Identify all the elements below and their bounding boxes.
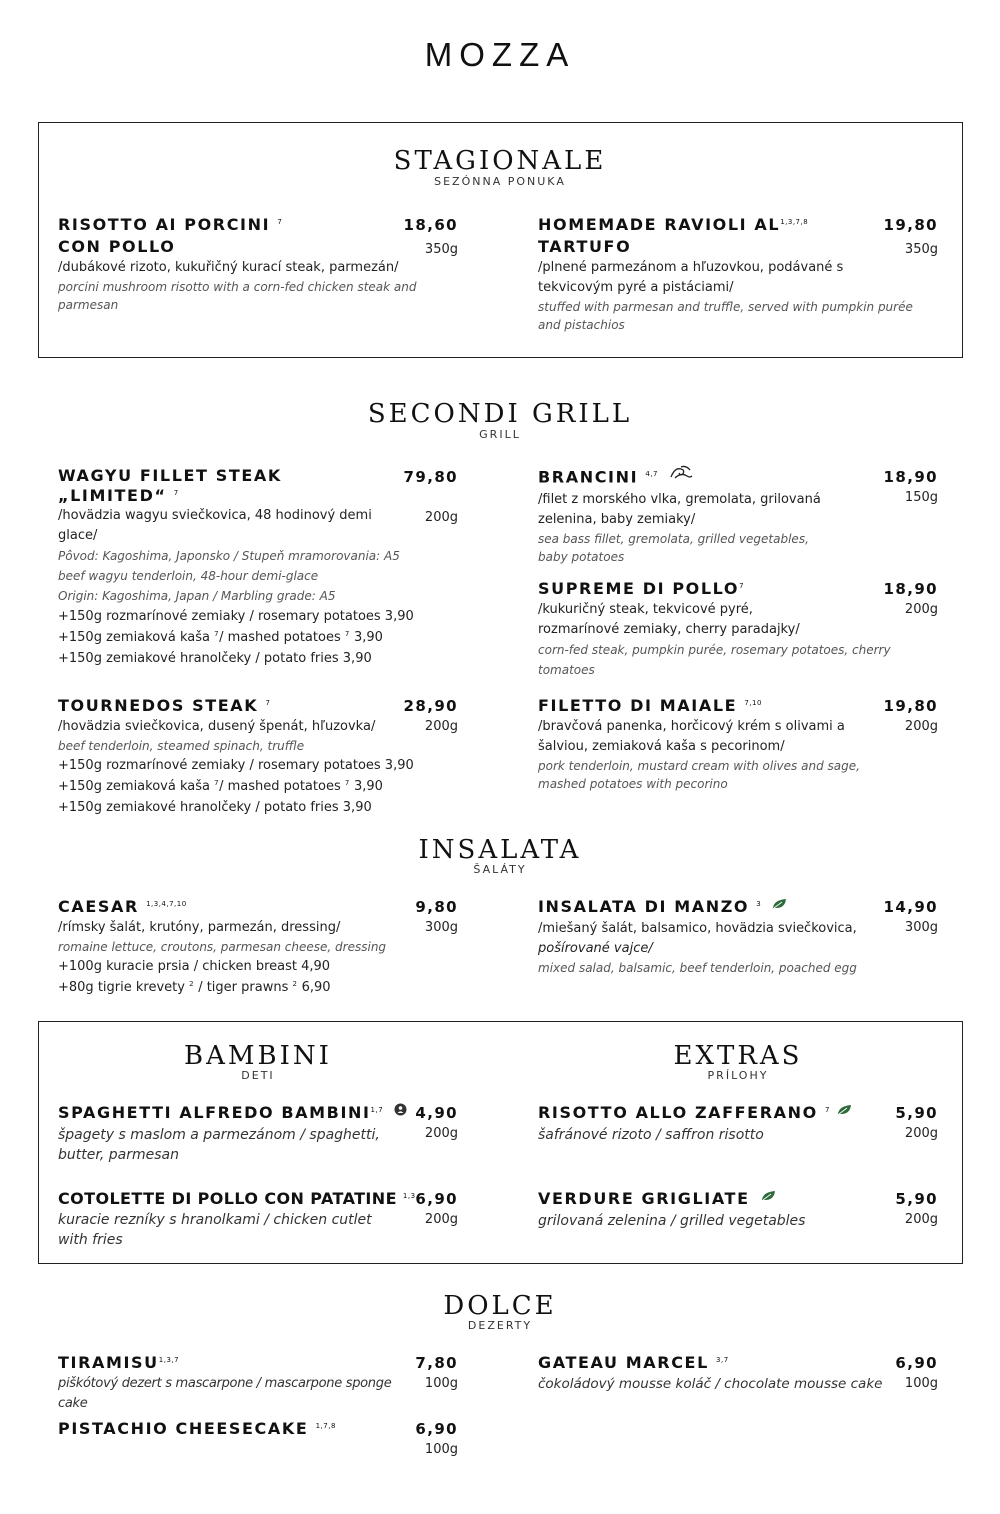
item-price: 18,60: [403, 216, 458, 234]
item-desc-en: stuffed with parmesan and truffle, served with pumpkin purée and pistachios: [538, 300, 913, 332]
item-name: PISTACHIO CHEESECAKE $^{1,7,8}$: [58, 1419, 336, 1438]
item-name: VERDURE GRIGLIATE: [538, 1188, 873, 1211]
item-price: 5,90: [895, 1190, 938, 1208]
item-weight: 200g: [904, 602, 938, 617]
item-name: HOMEMADE RAVIOLI AL$^{1,3,7,8}$ TARTUFO: [538, 215, 809, 256]
item-desc-en: beef tenderloin, steamed spinach, truffle: [58, 739, 305, 753]
item-weight: 300g: [424, 920, 458, 935]
menu-item-brancini: [538, 466, 938, 566]
item-weight: 200g: [904, 1212, 938, 1227]
extras-title: EXTRAS: [673, 1041, 803, 1071]
grill-subtitle: GRILL: [479, 428, 521, 441]
item-price: 14,90: [883, 898, 938, 916]
addon-fries: +150g zemiakové hranolčeky / potato fries 3,90: [58, 800, 372, 815]
item-desc-sk-2: pošírované vajce/: [538, 940, 653, 956]
leaf-icon: [772, 894, 788, 916]
menu-item-supreme-pollo: [538, 578, 938, 680]
stagionale-subtitle: SEZÓNNA PONUKA: [434, 175, 566, 188]
addon-mashed: +150g zemiaková kaša $^7$/ mashed potatoes $^7$ 3,90: [58, 630, 383, 645]
item-name: INSALATA DI MANZO $^3$: [538, 896, 873, 919]
insalata-subtitle: ŠALÁTY: [473, 863, 527, 876]
dolce-subtitle: DEZERTY: [467, 1319, 533, 1332]
stagionale-title: STAGIONALE: [393, 146, 607, 176]
menu-item-spaghetti-alfredo: [58, 1102, 458, 1165]
menu-item-wagyu: [58, 466, 458, 669]
insalata-title: INSALATA: [418, 835, 582, 865]
menu-item-risotto-porcini: [58, 214, 458, 314]
menu-item-filetto-maiale: [538, 695, 938, 793]
item-name: GATEAU MARCEL $^{3,7}$: [538, 1353, 729, 1372]
item-desc-en: corn-fed steak, pumpkin purée, rosemary potatoes, cherry tomatoes: [538, 643, 891, 677]
fish-wave-icon: [669, 463, 693, 487]
item-desc: piškótový dezert s mascarpone / mascarpone sponge cake: [58, 1376, 392, 1411]
item-name: RISOTTO AI PORCINI $^7$ CON POLLO: [58, 215, 283, 256]
item-name: SUPREME DI POLLO$^7$: [538, 579, 745, 598]
menu-item-ravioli-tartufo: [538, 214, 938, 334]
item-weight: 200g: [424, 1212, 458, 1227]
kids-icon: [394, 1100, 407, 1122]
item-weight: 200g: [424, 719, 458, 734]
item-weight: 300g: [904, 920, 938, 935]
item-desc-en: pork tenderloin, mustard cream with olives and sage, mashed potatoes with pecorino: [538, 759, 860, 791]
item-weight: 200g: [904, 1126, 938, 1141]
item-weight: 350g: [904, 242, 938, 257]
menu-item-insalata-manzo: [538, 896, 938, 977]
addon-rosemary: +150g rozmarínové zemiaky / rosemary potatoes 3,90: [58, 609, 414, 624]
item-name: TOURNEDOS STEAK $^7$: [58, 696, 271, 715]
item-desc-sk: /dubákové rizoto, kukuřičný kurací steak, parmezán/: [58, 260, 399, 275]
item-desc-sk: /filet z morského vlka, gremolata, grilovaná zelenina, baby zemiaky/: [538, 492, 821, 527]
item-weight: 100g: [424, 1442, 458, 1457]
dolce-title: DOLCE: [443, 1291, 557, 1321]
item-desc: čokoládový mousse koláč / chocolate mousse cake: [538, 1376, 883, 1392]
bambini-subtitle: DETI: [241, 1069, 275, 1082]
item-desc: kuracie rezníky s hranolkami / chicken cutlet with fries: [58, 1212, 372, 1248]
item-price: 19,80: [883, 216, 938, 234]
item-weight: 200g: [424, 1126, 458, 1141]
grill-title: SECONDI GRILL: [367, 399, 633, 429]
item-desc: grilovaná zelenina / grilled vegetables: [538, 1212, 806, 1229]
item-desc-sk: /rímsky šalát, krutóny, parmezán, dressing/: [58, 920, 341, 935]
item-desc-en: porcini mushroom risotto with a corn-fed chicken steak and parmesan: [58, 280, 417, 312]
item-name: RISOTTO ALLO ZAFFERANO $^7$: [538, 1102, 873, 1125]
item-origin-en: Origin: Kagoshima, Japan / Marbling grade: A5: [58, 589, 336, 603]
leaf-icon: [837, 1100, 853, 1122]
menu-item-tiramisu: [58, 1352, 458, 1414]
item-name: SPAGHETTI ALFREDO BAMBINI$^{1,7}$: [58, 1102, 408, 1125]
extras-subtitle: PRÍLOHY: [707, 1069, 769, 1082]
leaf-icon: [761, 1186, 777, 1208]
item-name: WAGYU FILLET STEAK „LIMITED“ $^7$: [58, 466, 282, 505]
menu-item-verdure-grigliate: [538, 1188, 938, 1231]
addon-fries: +150g zemiakové hranolčeky / potato fries 3,90: [58, 651, 372, 666]
item-price: 4,90: [415, 1104, 458, 1122]
item-name: BRANCINI $^{4,7}$: [538, 466, 873, 490]
addon-rosemary: +150g rozmarínové zemiaky / rosemary potatoes 3,90: [58, 758, 414, 773]
menu-item-cotolette-pollo: [58, 1188, 458, 1250]
item-price: 19,80: [883, 697, 938, 715]
brand-title: MOZZA: [424, 36, 576, 73]
item-price: 5,90: [895, 1104, 938, 1122]
item-desc-sk: /bravčová panenka, horčicový krém s olivami a šalviou, zemiaková kaša s pecorinom/: [538, 719, 845, 754]
menu-item-risotto-zafferano: [538, 1102, 938, 1145]
item-weight: 100g: [424, 1376, 458, 1391]
item-desc-en: beef wagyu tenderloin, 48-hour demi-glace: [58, 569, 319, 583]
addon-prawns: +80g tigrie krevety $^2$ / tiger prawns $^2$ 6,90: [58, 980, 331, 995]
item-weight: 100g: [904, 1376, 938, 1391]
addon-chicken: +100g kuracie prsia / chicken breast 4,90: [58, 959, 331, 974]
item-weight: 200g: [424, 510, 458, 525]
menu-item-gateau-marcel: [538, 1352, 938, 1394]
item-origin-sk: Pôvod: Kagoshima, Japonsko / Stupeň mramorovania: A5: [58, 549, 400, 563]
item-desc: špagety s maslom a parmezánom / spaghetti, butter, parmesan: [58, 1126, 380, 1163]
menu-item-tournedos: [58, 695, 458, 818]
addon-mashed: +150g zemiaková kaša $^7$/ mashed potatoes $^7$ 3,90: [58, 779, 383, 794]
item-desc-sk: /miešaný šalát, balsamico, hovädzia sviečkovica,: [538, 920, 857, 936]
menu-item-pistachio-cheesecake: [58, 1418, 458, 1457]
item-desc-sk: /kukuričný steak, tekvicové pyré, rozmarínové zemiaky, cherry paradajky/: [538, 602, 800, 637]
item-price: 6,90: [415, 1190, 458, 1208]
item-price: 9,80: [415, 898, 458, 916]
item-price: 6,90: [415, 1420, 458, 1438]
item-price: 18,90: [883, 468, 938, 486]
item-desc: šafránové rizoto / saffron risotto: [538, 1126, 764, 1143]
item-desc-en: romaine lettuce, croutons, parmesan cheese, dressing: [58, 940, 387, 954]
item-price: 28,90: [403, 697, 458, 715]
item-weight: 200g: [904, 719, 938, 734]
item-desc-sk: /hovädzia sviečkovica, dusený špenát, hľuzovka/: [58, 719, 376, 734]
item-name: COTOLETTE DI POLLO CON PATATINE $^{1,3}$: [58, 1189, 416, 1208]
item-name: FILETTO DI MAIALE $^{7,10}$: [538, 696, 762, 715]
item-weight: 350g: [424, 242, 458, 257]
item-price: 7,80: [415, 1354, 458, 1372]
bambini-title: BAMBINI: [184, 1041, 332, 1071]
item-price: 18,90: [883, 580, 938, 598]
item-name: TIRAMISU$^{1,3,7}$: [58, 1353, 180, 1372]
item-desc-sk: /hovädzia wagyu sviečkovica, 48 hodinový demi glace/: [58, 508, 372, 543]
item-desc-en: sea bass fillet, gremolata, grilled vegetables, baby potatoes: [538, 532, 809, 564]
item-price: 6,90: [895, 1354, 938, 1372]
item-desc-sk: /plnené parmezánom a hľuzovkou, podávané s tekvicovým pyré a pistáciami/: [538, 260, 844, 295]
item-name: CAESAR $^{1,3,4,7,10}$: [58, 897, 187, 916]
item-weight: 150g: [904, 490, 938, 505]
item-desc-en: mixed salad, balsamic, beef tenderloin, poached egg: [538, 960, 857, 975]
menu-item-caesar: [58, 896, 458, 998]
item-price: 79,80: [403, 468, 458, 486]
